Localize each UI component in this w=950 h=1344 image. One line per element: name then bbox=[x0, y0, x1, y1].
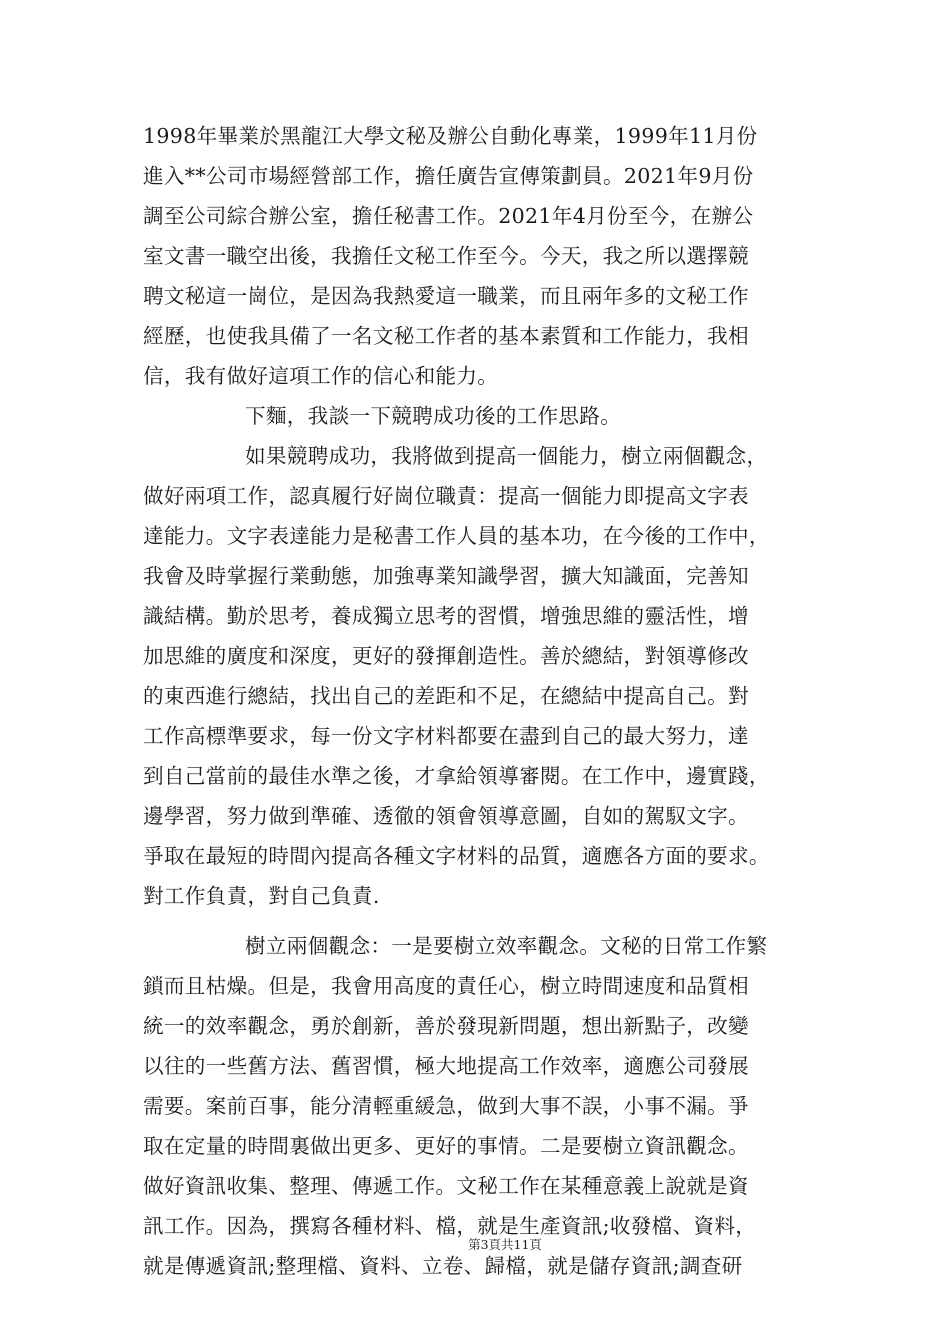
text-line: 樹立兩個觀念：一是要樹立效率觀念。文秘的日常工作繁 bbox=[245, 934, 768, 958]
text-line: 進入**公司市場經營部工作，擔任廣告宣傳策劃員。2021年9月份 bbox=[143, 164, 754, 188]
paragraph-spacer bbox=[143, 916, 823, 926]
text-line: 對工作負責，對自己負責. bbox=[143, 884, 380, 908]
paragraph-background bbox=[143, 116, 823, 396]
text-line: 統一的效率觀念，勇於創新，善於發現新問題，想出新點子，改變 bbox=[143, 1014, 749, 1038]
text-line: 的東西進行總結，找出自己的差距和不足，在總結中提高自己。對 bbox=[143, 684, 749, 708]
text-line: 識結構。勤於思考，養成獨立思考的習慣，增強思維的靈活性，增 bbox=[143, 604, 749, 628]
text-line: 爭取在最短的時間內提高各種文字材料的品質，適應各方面的要求。 bbox=[143, 844, 770, 868]
paragraph-ability bbox=[143, 436, 823, 916]
text-line: 以往的一些舊方法、舊習慣，極大地提高工作效率，適應公司發展 bbox=[143, 1054, 749, 1078]
text-line: 做好資訊收集、整理、傳遞工作。文秘工作在某種意義上說就是資 bbox=[143, 1174, 749, 1198]
text-line: 達能力。文字表達能力是秘書工作人員的基本功，在今後的工作中， bbox=[143, 524, 770, 548]
text-line: 經歷，也使我具備了一名文秘工作者的基本素質和工作能力，我相 bbox=[143, 324, 749, 348]
text-line: 室文書一職空出後，我擔任文秘工作至今。今天，我之所以選擇競 bbox=[143, 244, 749, 268]
text-line: 邊學習，努力做到準確、透徹的領會領導意圖，自如的駕馭文字。 bbox=[143, 804, 749, 828]
text-line: 下麵，我談一下競聘成功後的工作思路。 bbox=[245, 404, 622, 428]
text-line: 鎖而且枯燥。但是，我會用高度的責任心，樹立時間速度和品質相 bbox=[143, 974, 749, 998]
text-line: 做好兩項工作，認真履行好崗位職責：提高一個能力即提高文字表 bbox=[143, 484, 749, 508]
text-line: 1998年畢業於黑龍江大學文秘及辦公自動化專業，1999年11月份 bbox=[143, 124, 758, 148]
text-line: 需要。案前百事，能分清輕重緩急，做到大事不誤，小事不漏。爭 bbox=[143, 1094, 749, 1118]
document-body bbox=[143, 116, 823, 1286]
paragraph-concepts bbox=[143, 926, 823, 1286]
text-line: 信，我有做好這項工作的信心和能力。 bbox=[143, 364, 499, 388]
page-footer: 第3頁共11頁 bbox=[468, 1237, 542, 1252]
text-line: 加思維的廣度和深度，更好的發揮創造性。善於總結，對領導修改 bbox=[143, 644, 749, 668]
text-line: 我會及時掌握行業動態，加強專業知識學習，擴大知識面，完善知 bbox=[143, 564, 749, 588]
text-line: 工作高標準要求，每一份文字材料都要在盡到自己的最大努力，達 bbox=[143, 724, 749, 748]
text-line: 如果競聘成功，我將做到提高一個能力，樹立兩個觀念， bbox=[245, 444, 768, 468]
text-line: 就是傳遞資訊;整理檔、資料、立卷、歸檔，就是儲存資訊;調查研 bbox=[143, 1254, 743, 1278]
paragraph-intro bbox=[143, 396, 823, 436]
text-line: 聘文秘這一崗位，是因為我熱愛這一職業，而且兩年多的文秘工作 bbox=[143, 284, 749, 308]
text-line: 取在定量的時間裏做出更多、更好的事情。二是要樹立資訊觀念。 bbox=[143, 1134, 749, 1158]
text-line: 調至公司綜合辦公室，擔任秘書工作。2021年4月份至今，在辦公 bbox=[143, 204, 754, 228]
text-line: 到自己當前的最佳水準之後，才拿給領導審閱。在工作中，邊實踐， bbox=[143, 764, 770, 788]
text-line: 訊工作。因為，撰寫各種材料、檔，就是生產資訊;收發檔、資料， bbox=[143, 1214, 757, 1238]
